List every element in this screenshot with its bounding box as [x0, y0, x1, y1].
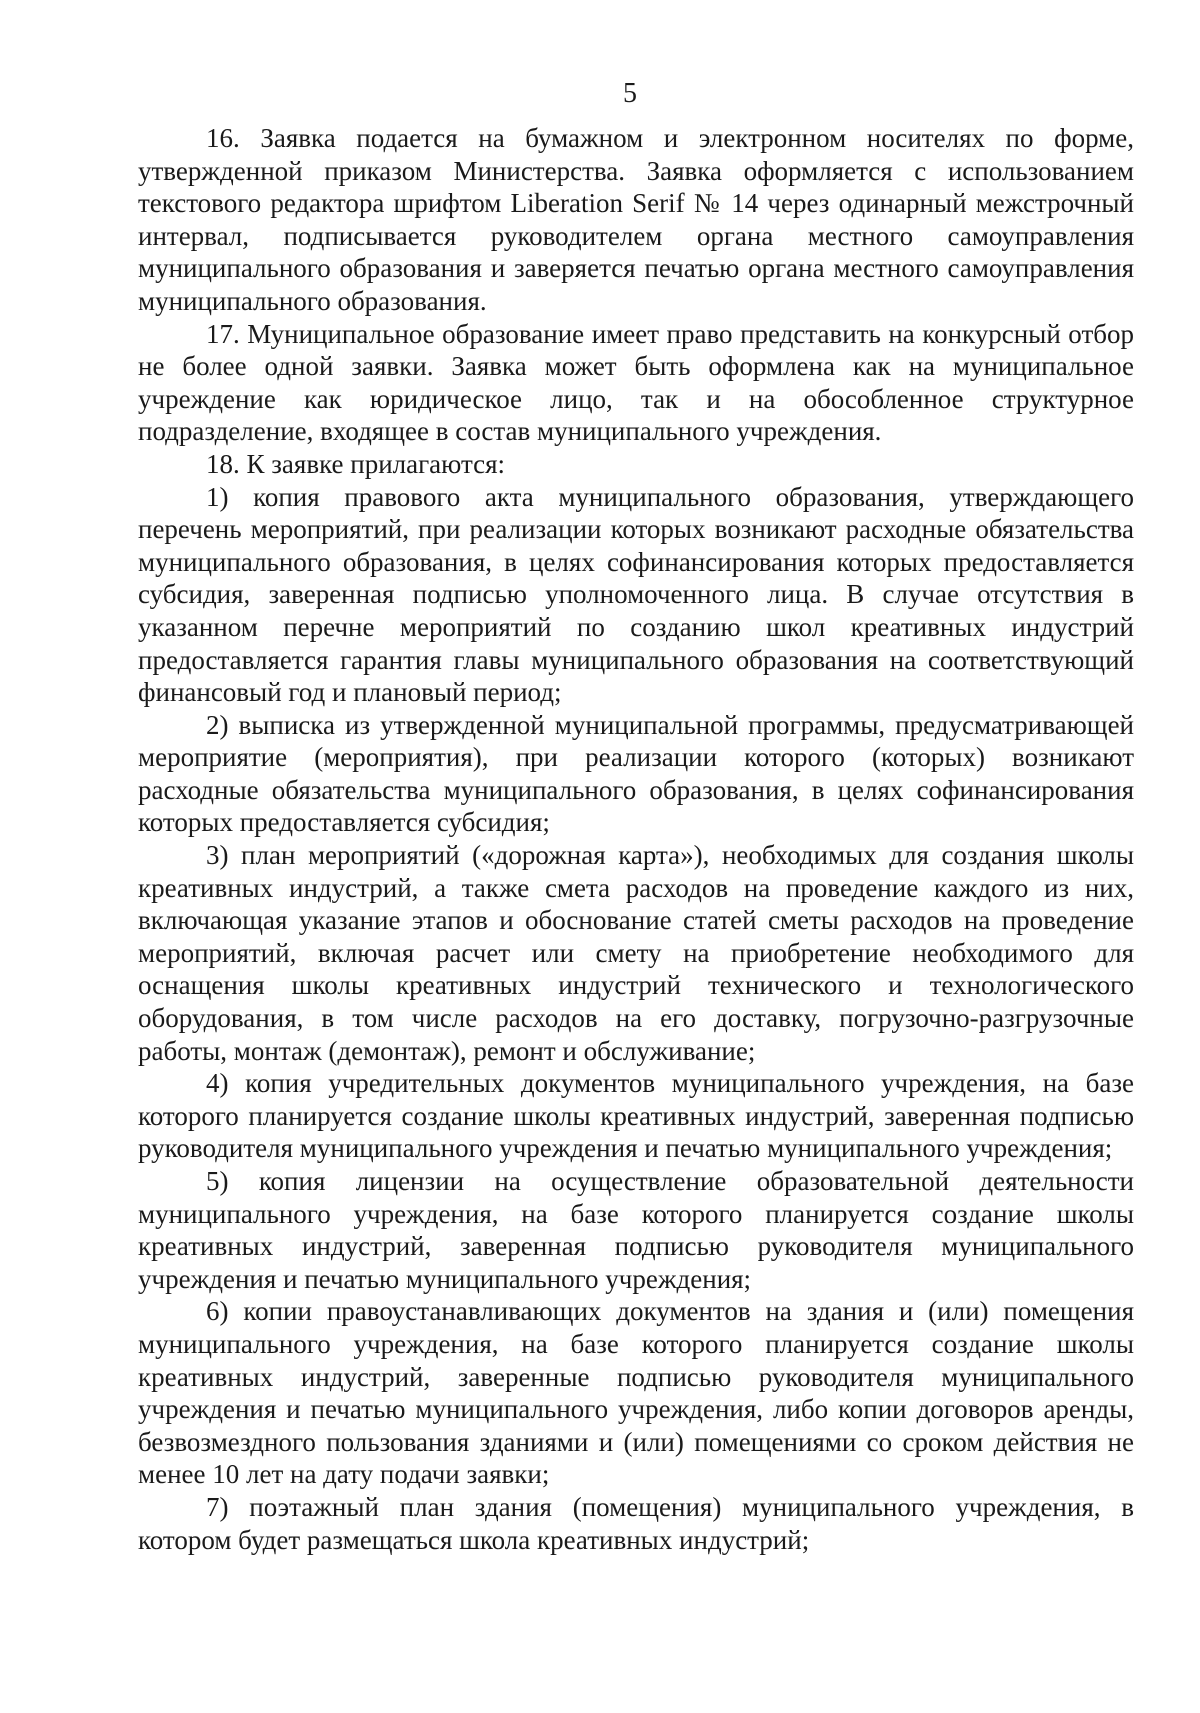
- list-item-2: 2) выписка из утвержденной муниципальной программы, предусматривающей мероприятие (мероприятия), при реализации которого (которых) возникают расходные обязательства муниципального образования, в целях софинансирования которых предоставляется субсидия;: [138, 709, 1134, 838]
- list-item-3: 3) план мероприятий («дорожная карта»), необходимых для создания школы креативных индустрий, а также смета расходов на проведение каждого из них, включающая указание этапов и обоснование статей сметы расходов на проведение мероприятий, включая расчет или смету на приобретение необходимого для оснащения школы креативных индустрий технического и технологического оборудования, в том числе расходов на его доставку, погрузочно-разгрузочные работы, монтаж (демонтаж), ремонт и обслуживание;: [138, 840, 1134, 1066]
- list-item-5: 5) копия лицензии на осуществление образовательной деятельности муниципального учреждения, на базе которого планируется создание школы креативных индустрий, заверенная подписью руководителя муниципального учреждения и печатью муниципального учреждения;: [138, 1166, 1134, 1294]
- paragraph-17: 17. Муниципальное образование имеет право представить на конкурсный отбор не более одной заявки. Заявка может быть оформлена как на муниципальное учреждение как юридическое лицо, так и на обособленное структурное подразделение, входящее в состав муниципального учреждения.: [138, 318, 1134, 447]
- document-body: [138, 122, 1134, 1556]
- page-number: 5: [623, 78, 637, 109]
- list-item-1: 1) копия правового акта муниципального образования, утверждающего перечень мероприятий, при реализации которых возникают расходные обязательства муниципального образования, в целях софинансирования которых предоставляется субсидия, заверенная подписью уполномоченного лица. В случае отсутствия в указанном перечне мероприятий по созданию школ креативных индустрий предоставляется гарантия главы муниципального образования на соответствующий финансовый год и плановый период;: [138, 481, 1134, 708]
- list-item-7: 7) поэтажный план здания (помещения) муниципального учреждения, в котором будет размещаться школа креативных индустрий;: [138, 1491, 1134, 1555]
- list-item-6: 6) копии правоустанавливающих документов на здания и (или) помещения муниципального учреждения, на базе которого планируется создание школы креативных индустрий, заверенные подписью руководителя муниципального учреждения и печатью муниципального учреждения, либо копии договоров аренды, безвозмездного пользования зданиями и (или) помещениями со сроком действия не менее 10 лет на дату подачи заявки;: [138, 1296, 1134, 1490]
- list-item-4: 4) копия учредительных документов муниципального учреждения, на базе которого планируется создание школы креативных индустрий, заверенная подписью руководителя муниципального учреждения и печатью муниципального учреждения;: [138, 1068, 1134, 1164]
- paragraph-16: 16. Заявка подается на бумажном и электронном носителях по форме, утвержденной приказом Министерства. Заявка оформляется с использованием текстового редактора шрифтом Liberation Serif № 14 через одинарный межстрочный интервал, подписывается руководителем органа местного самоуправления муниципального образования и заверяется печатью органа местного самоуправления муниципального образования.: [138, 123, 1134, 316]
- paragraph-18-heading: 18. К заявке прилагаются:: [206, 448, 506, 479]
